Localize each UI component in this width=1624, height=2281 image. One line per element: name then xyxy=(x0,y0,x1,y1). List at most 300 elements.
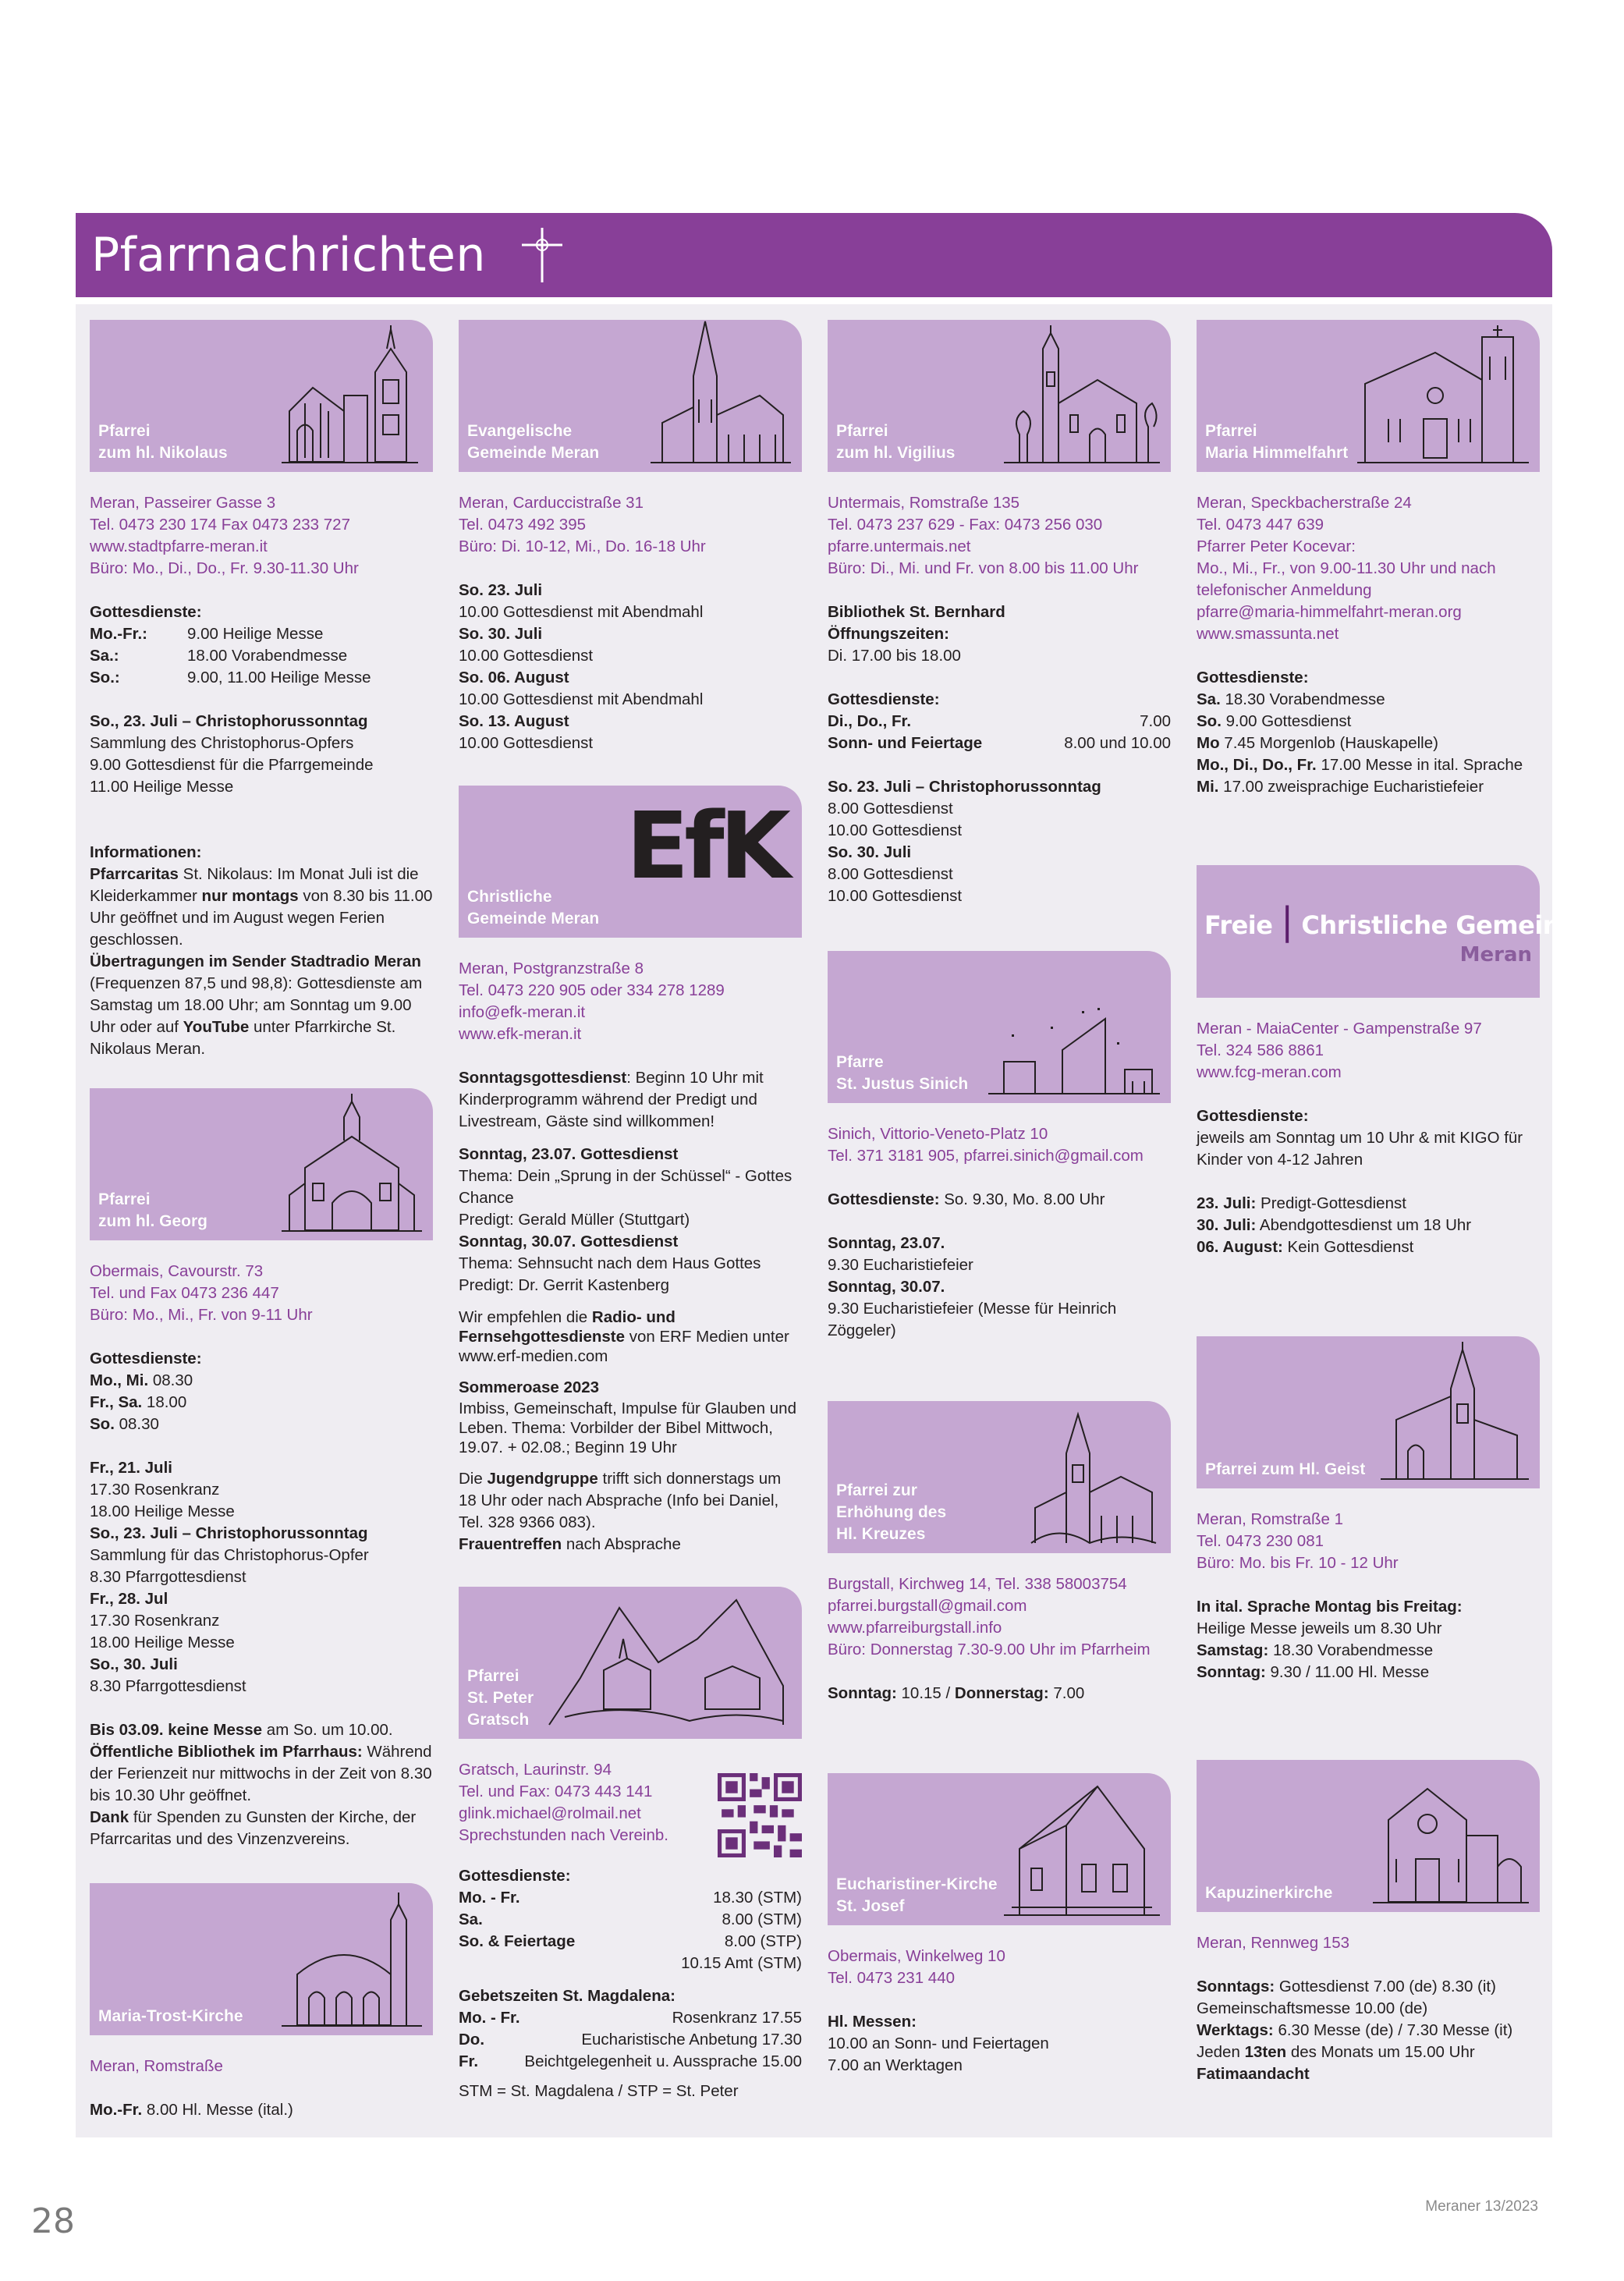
note-paragraph xyxy=(90,1741,433,1807)
text: von ERF Medien unter www.erf-medien.com xyxy=(459,1328,789,1365)
church-drawing-icon xyxy=(1357,325,1529,466)
text: trifft sich donnerstags um 18 Uhr oder nach Absprache (Info bei Daniel, Tel. 328 9366 083). xyxy=(459,1470,782,1531)
parish-card-kapuziner xyxy=(1197,1760,1540,1912)
text: Während der Ferienzeit nur mittwochs in der Zeit von 8.30 bis 10.30 Uhr geöffnet. xyxy=(90,1743,432,1804)
service-time: 9.00 Heilige Messe xyxy=(187,625,324,643)
bold-text: So. 30. Juli xyxy=(459,625,543,643)
label-line: Maria Himmelfahrt xyxy=(1205,444,1349,462)
info-paragraph xyxy=(459,1468,802,1534)
card-label xyxy=(836,1480,946,1545)
bold-text: nur montags xyxy=(201,887,299,905)
service-time: 10.15 Amt (STM) xyxy=(681,1954,802,1972)
library-title: Bibliothek St. Bernhard xyxy=(828,603,1005,621)
prayer-day: Mo. - Fr. xyxy=(459,2009,520,2027)
address-line: Meran, Postgranzstraße 8 xyxy=(459,960,644,977)
church-drawing-icon xyxy=(282,325,422,466)
text: von 8.30 bis 11.00 Uhr geöffnet und im August wegen Ferien geschlossen. xyxy=(90,887,433,949)
services-title: Gottesdienste: xyxy=(1197,669,1309,686)
text: Kein Gottesdienst xyxy=(1282,1238,1414,1256)
contact-block xyxy=(90,492,433,580)
services-title: Gottesdienste: xyxy=(1197,1107,1309,1125)
prayer-time: Beichtgelegenheit u. Aussprache 15.00 xyxy=(524,2052,802,2070)
bold-text: Sonntags: xyxy=(1197,1978,1275,1995)
church-drawing-icon xyxy=(534,1592,791,1733)
card-label xyxy=(98,2006,243,2027)
contact-block xyxy=(459,492,802,558)
phone-line: Tel. 0473 492 395 xyxy=(459,516,586,534)
logo-text: Meran xyxy=(1459,943,1532,967)
parish-card-sinich xyxy=(828,951,1171,1103)
contact-person: Pfarrer Peter Kocevar: xyxy=(1197,537,1356,555)
service-day: Mo.-Fr.: xyxy=(90,625,148,643)
text: So. 9.30, Mo. 8.00 Uhr xyxy=(939,1190,1105,1208)
label-line: Gemeinde Meran xyxy=(467,910,600,928)
bold-text: Sa. xyxy=(1197,690,1221,708)
schedule-line xyxy=(459,711,802,733)
service-row xyxy=(90,1392,433,1414)
column-2 xyxy=(459,320,802,2102)
label-line: St. Justus Sinich xyxy=(836,1075,969,1093)
schedule-line xyxy=(1197,754,1540,776)
text: Predigt-Gottesdienst xyxy=(1256,1194,1406,1212)
card-label xyxy=(836,1052,968,1095)
contact-block xyxy=(828,492,1171,580)
schedule-line xyxy=(90,1479,433,1501)
text: 8.00 Hl. Messe (ital.) xyxy=(142,2101,293,2119)
service-time: 9.00, 11.00 Heilige Messe xyxy=(187,669,371,686)
text: : Beginn 10 Uhr mit Kinderprogramm während der Predigt und Livestream, Gäste sind willkommen! xyxy=(459,1069,764,1130)
parish-card-vigilius xyxy=(828,320,1171,472)
bold-text: Sonntag: xyxy=(1197,1663,1266,1681)
schedule-list xyxy=(828,1233,1171,1342)
card-label xyxy=(467,886,599,930)
church-drawing-icon xyxy=(282,1094,422,1234)
schedule-line xyxy=(1197,1618,1540,1640)
services-title: Gottesdienste: xyxy=(90,1350,202,1368)
text: jeweils am Sonntag um 10 Uhr & mit KIGO für Kinder von 4-12 Jahren xyxy=(1197,1129,1523,1169)
service-row xyxy=(90,1414,433,1435)
schedule-list xyxy=(459,580,802,754)
parish-card-georg xyxy=(90,1088,433,1240)
text: Wir empfehlen die xyxy=(459,1308,592,1326)
service-time: 18.30 (STM) xyxy=(713,1889,802,1907)
section-header xyxy=(76,213,1552,297)
email-link[interactable]: pfarrei.burgstall@gmail.com xyxy=(828,1597,1027,1615)
church-drawing-icon xyxy=(651,321,791,466)
service-time: 8.00 und 10.00 xyxy=(1064,734,1171,752)
text: 10.00 Gottesdienst mit Abendmahl xyxy=(459,690,704,708)
bold-text: Sonntag, 30.07. xyxy=(828,1278,945,1296)
card-label xyxy=(1205,420,1348,464)
schedule-line xyxy=(90,1501,433,1523)
schedule-line xyxy=(459,667,802,689)
schedule-line xyxy=(459,733,802,754)
text: 10.00 an Sonn- und Feiertagen xyxy=(828,2034,1049,2052)
prayer-time: Rosenkranz 17.55 xyxy=(672,2009,802,2027)
phone-line: Tel. 0473 447 639 xyxy=(1197,516,1324,534)
church-drawing-icon xyxy=(1027,1407,1160,1547)
phone-line: Tel. 0473 230 081 xyxy=(1197,1532,1324,1550)
label-line: Pfarrei xyxy=(467,1667,519,1685)
bold-text: Sonntag, 23.07. xyxy=(828,1234,945,1252)
text: Heilige Messe jeweils um 8.30 Uhr xyxy=(1197,1619,1442,1637)
church-drawing-icon xyxy=(988,1003,1160,1097)
schedule-line xyxy=(90,1523,433,1545)
service-day: So. & Feiertage xyxy=(459,1932,576,1950)
schedule-line xyxy=(1197,711,1540,733)
contact-block xyxy=(1197,1509,1540,1574)
library-subtitle: Öffnungszeiten: xyxy=(828,625,950,643)
church-drawing-icon xyxy=(282,1889,422,2029)
parish-card-nikolaus xyxy=(90,320,433,472)
text: Sammlung für das Christophorus-Opfer xyxy=(90,1546,369,1564)
schedule-line xyxy=(1197,776,1540,798)
text: 18.30 Vorabendmesse xyxy=(1220,690,1385,708)
service-row xyxy=(1197,2042,1540,2063)
website-link[interactable]: pfarre.untermais.net xyxy=(828,537,971,555)
office-hours: Büro: Donnerstag 7.30-9.00 Uhr im Pfarrheim xyxy=(828,1641,1151,1658)
service-row xyxy=(1197,2020,1540,2042)
website-link[interactable]: www.fcg-meran.com xyxy=(1197,1063,1342,1081)
address-line: Meran, Speckbacherstraße 24 xyxy=(1197,494,1412,512)
text: 18.30 Vorabendmesse xyxy=(1268,1641,1434,1659)
address-line: Meran, Romstraße 1 xyxy=(1197,1510,1343,1528)
text: 18.00 Heilige Messe xyxy=(90,1502,235,1520)
service-row xyxy=(828,1189,1171,1211)
schedule-line xyxy=(1197,1640,1540,1662)
service-row xyxy=(459,1931,802,1953)
card-label xyxy=(836,1874,998,1917)
label-line: zum hl. Vigilius xyxy=(836,444,956,462)
bold-text: Radio- und Fernsehgottesdienste xyxy=(459,1308,675,1346)
bold-text: Fr., 21. Juli xyxy=(90,1459,172,1477)
schedule-line xyxy=(1197,1236,1540,1258)
church-drawing-icon xyxy=(1381,1342,1529,1482)
text: 6.30 Messe (de) / 7.30 Messe (it) xyxy=(1273,2021,1513,2039)
website-link[interactable]: www.pfarreiburgstall.info xyxy=(828,1619,1002,1637)
service-row xyxy=(828,711,1171,733)
email-link[interactable]: glink.michael@rolmail.net xyxy=(459,1804,641,1822)
schedule-list xyxy=(90,1457,433,1697)
text: 8.30 Pfarrgottesdienst xyxy=(90,1568,246,1586)
fcg-logo: Freie | Christliche Gemeinde Meran xyxy=(1204,899,1594,967)
service-day: So. xyxy=(90,1415,115,1433)
services-title: Hl. Messen: xyxy=(828,2013,917,2031)
bold-text: Sonntag, 30.07. Gottesdienst xyxy=(459,1233,679,1250)
text: nach Absprache xyxy=(562,1535,681,1553)
schedule-line xyxy=(90,1457,433,1479)
prayer-row xyxy=(459,2029,802,2051)
note-paragraph xyxy=(90,1807,433,1850)
label-line: Hl. Kreuzes xyxy=(836,1525,926,1543)
phone-line: Tel. 0473 230 174 Fax 0473 233 727 xyxy=(90,516,350,534)
bold-text: 30. Juli: xyxy=(1197,1216,1257,1234)
bold-text: Sonntag: xyxy=(828,1684,897,1702)
special-line: Sammlung des Christophorus-Opfers xyxy=(90,734,354,752)
services-title: In ital. Sprache Montag bis Freitag: xyxy=(1197,1598,1463,1616)
info-paragraph xyxy=(90,951,433,1060)
text: (Frequenzen 87,5 und 98,8): Gottesdienste am Samstag um 18.00 Uhr; am Sonntag um 9.00 Uhr oder auf xyxy=(90,974,423,1036)
prayer-row xyxy=(459,2051,802,2073)
text: 18.00 Heilige Messe xyxy=(90,1634,235,1651)
page-number: 28 xyxy=(31,2201,75,2241)
schedule-line xyxy=(459,689,802,711)
bold-text: So. 23. Juli xyxy=(459,581,543,599)
service-row xyxy=(1197,1976,1540,2020)
label-line: Evangelische xyxy=(467,422,573,440)
text: 8.00 Gottesdienst xyxy=(828,865,953,883)
address-line: Sinich, Vittorio-Veneto-Platz 10 xyxy=(828,1125,1048,1143)
contact-block xyxy=(1197,492,1540,645)
text: 10.00 Gottesdienst xyxy=(828,887,963,905)
service-time: 8.00 (STM) xyxy=(722,1910,802,1928)
phone-line: Tel. 0473 220 905 oder 334 278 1289 xyxy=(459,981,725,999)
bold-text: 06. August: xyxy=(1197,1238,1283,1256)
card-label xyxy=(1205,1882,1332,1904)
bold-text: So. xyxy=(1197,712,1222,730)
schedule-line xyxy=(1197,1193,1540,1215)
text: unter Pfarrkirche St. Nikolaus Meran. xyxy=(90,1018,396,1058)
label-line: Pfarrei zur xyxy=(836,1481,917,1499)
label-line: Erhöhung des xyxy=(836,1503,947,1521)
office-hours: Büro: Di. 10-12, Mi., Do. 16-18 Uhr xyxy=(459,537,706,555)
office-hours: Büro: Mo. bis Fr. 10 - 12 Uhr xyxy=(1197,1554,1399,1572)
service-time: 8.00 (STP) xyxy=(724,1932,802,1950)
text: für Spenden zu Gunsten der Kirche, der Pfarrcaritas und des Vinzenzvereins. xyxy=(90,1808,417,1848)
address-line: Meran, Rennweg 153 xyxy=(1197,1934,1350,1952)
card-label xyxy=(467,420,599,464)
phone-line: Tel. und Fax: 0473 443 141 xyxy=(459,1783,653,1800)
text: Thema: Dein „Sprung in der Schüssel“ - Gottes Chance xyxy=(459,1167,792,1207)
label-line: zum hl. Nikolaus xyxy=(98,444,228,462)
bold-text: So., 30. Juli xyxy=(90,1655,178,1673)
service-row xyxy=(828,1683,1171,1705)
bold-text: Fatimaandacht xyxy=(1197,2065,1310,2083)
address-line: Burgstall, Kirchweg 14, Tel. 338 58003754 xyxy=(828,1575,1127,1593)
schedule-list xyxy=(1197,1193,1540,1258)
service-time: 7.00 xyxy=(1140,712,1171,730)
cross-icon xyxy=(520,226,564,284)
schedule-line xyxy=(1197,1662,1540,1683)
service-time: 18.00 xyxy=(142,1393,187,1411)
text: 10.00 Gottesdienst xyxy=(459,734,594,752)
service-day: Mo. - Fr. xyxy=(459,1889,520,1907)
info-paragraph xyxy=(459,1307,802,1366)
page-title: Pfarrnachrichten xyxy=(91,228,486,282)
text: 8.30 Pfarrgottesdienst xyxy=(90,1677,246,1695)
address-line: Meran, Romstraße xyxy=(90,2057,223,2075)
services-title: Gottesdienste: xyxy=(459,1867,571,1885)
service-row xyxy=(459,1909,802,1931)
schedule-line xyxy=(1197,1215,1540,1236)
bold-text: Sonntagsgottesdienst xyxy=(459,1069,627,1087)
service-day: So.: xyxy=(90,669,120,686)
card-label xyxy=(98,1189,207,1233)
card-label xyxy=(467,1666,534,1731)
schedule-line xyxy=(90,1588,433,1610)
bold-text: Frauentreffen xyxy=(459,1535,562,1553)
info-paragraph xyxy=(90,864,433,951)
bold-text: Mo., Di., Do., Fr. xyxy=(1197,756,1317,774)
bold-text: 23. Juli: xyxy=(1197,1194,1257,1212)
bold-text: Bis 03.09. keine Messe xyxy=(90,1721,263,1739)
text: 9.30 Eucharistiefeier xyxy=(828,1256,973,1274)
card-label xyxy=(836,420,955,464)
service-day: Sonn- und Feiertage xyxy=(828,734,983,752)
bold-text: Jugendgruppe xyxy=(487,1470,598,1488)
service-day: Di., Do., Fr. xyxy=(828,712,912,730)
bold-text: Gottesdienste: xyxy=(828,1190,940,1208)
column-1 xyxy=(90,320,433,2121)
text: Predigt: Gerald Müller (Stuttgart) xyxy=(459,1211,690,1229)
service-time: 08.30 xyxy=(148,1371,193,1389)
text: des Monats um 15.00 Uhr xyxy=(1286,2043,1475,2061)
text: 10.00 Gottesdienst xyxy=(459,647,594,665)
address-line: Gratsch, Laurinstr. 94 xyxy=(459,1761,612,1779)
parish-card-mariatrost xyxy=(90,1883,433,2035)
contact-block xyxy=(828,1946,1171,1989)
text: Abendgottesdienst um 18 Uhr xyxy=(1256,1216,1472,1234)
bold-text: So., 23. Juli – Christophorussonntag xyxy=(90,1524,368,1542)
label-line: zum hl. Georg xyxy=(98,1212,208,1230)
parish-card-gratsch xyxy=(459,1587,802,1739)
library-hours: Di. 17.00 bis 18.00 xyxy=(828,647,961,665)
office-hours: Sprechstunden nach Vereinb. xyxy=(459,1826,668,1844)
qr-code-icon[interactable] xyxy=(718,1773,802,1857)
parish-card-evangelisch xyxy=(459,320,802,472)
label-line: St. Peter xyxy=(467,1689,534,1707)
phone-line: Tel. 324 586 8861 xyxy=(1197,1041,1324,1059)
address-line: Meran, Carduccistraße 31 xyxy=(459,494,644,512)
card-label xyxy=(1205,1459,1365,1481)
label-line: Eucharistiner-Kirche xyxy=(836,1875,998,1893)
text: Predigt: Dr. Gerrit Kastenberg xyxy=(459,1276,670,1294)
website-link[interactable]: www.smassunta.net xyxy=(1197,625,1339,643)
special-line: 11.00 Heilige Messe xyxy=(90,778,234,796)
service-time: 18.00 Vorabendmesse xyxy=(187,647,348,665)
info-title: Informationen: xyxy=(90,843,202,861)
text: Thema: Sehnsucht nach dem Haus Gottes xyxy=(459,1254,761,1272)
service-day: Fr., Sa. xyxy=(90,1393,143,1411)
text: am So. um 10.00. xyxy=(262,1721,393,1739)
bold-text: Mi. xyxy=(1197,778,1219,796)
text: Die xyxy=(459,1470,488,1488)
bold-text: Mo xyxy=(1197,734,1220,752)
schedule-line xyxy=(1197,733,1540,754)
column-4 xyxy=(1197,320,1594,2085)
schedule-line xyxy=(90,1676,433,1697)
address-line: Meran - MaiaCenter - Gampenstraße 97 xyxy=(1197,1020,1482,1038)
phone-line: Tel. 371 3181 905, pfarrei.sinich@gmail.com xyxy=(828,1147,1144,1165)
text: 7.00 an Werktagen xyxy=(828,2056,963,2074)
text: Gottesdienst 7.00 (de) 8.30 (it) Gemeinschaftsmesse 10.00 (de) xyxy=(1197,1978,1496,2017)
schedule-line xyxy=(828,798,1171,820)
schedule-line xyxy=(90,1632,433,1654)
parish-card-josef xyxy=(828,1773,1171,1925)
bold-text: Dank xyxy=(90,1808,129,1826)
email-link[interactable]: pfarre@maria-himmelfahrt-meran.org xyxy=(1197,603,1462,621)
bold-text: Donnerstag: xyxy=(954,1684,1049,1702)
service-row xyxy=(459,1887,802,1909)
schedule-line xyxy=(828,1298,1171,1342)
contact-block xyxy=(459,958,802,1045)
bold-text: Übertragungen im Sender Stadtradio Meran xyxy=(90,952,421,970)
label-line: Pfarrei xyxy=(98,1190,151,1208)
text: 10.15 / xyxy=(896,1684,955,1702)
contact-block xyxy=(90,2056,433,2077)
schedule-line xyxy=(828,1233,1171,1254)
label-line: Pfarrei zum Hl. Geist xyxy=(1205,1460,1366,1478)
text: Imbiss, Gemeinschaft, Impulse für Glauben und Leben. Thema: Vorbilder der Bibel Mittwoch, 19.07. + 02.08.; Beginn 19 Uhr xyxy=(459,1399,796,1456)
schedule-line xyxy=(90,1566,433,1588)
service-row xyxy=(459,1953,802,1974)
label-line: Gemeinde Meran xyxy=(467,444,600,462)
label-line: Pfarrei xyxy=(1205,422,1257,440)
text: 7.45 Morgenlob (Hauskapelle) xyxy=(1219,734,1438,752)
schedule-list xyxy=(1197,1618,1540,1683)
schedule-line xyxy=(828,820,1171,842)
text: 17.30 Rosenkranz xyxy=(90,1612,220,1630)
fcg-logo-card xyxy=(1197,865,1594,998)
special-title: So., 23. Juli – Christophorussonntag xyxy=(90,712,368,730)
website-link[interactable]: www.stadtpfarre-meran.it xyxy=(90,537,268,555)
label-line: Christliche xyxy=(467,888,552,906)
schedule-line xyxy=(459,580,802,601)
service-time: 08.30 xyxy=(114,1415,159,1433)
schedule-line xyxy=(828,776,1171,798)
schedule-line xyxy=(828,885,1171,907)
bold-text: Fr., 28. Jul xyxy=(90,1590,168,1608)
label-line: Gratsch xyxy=(467,1711,530,1729)
schedule-line xyxy=(828,864,1171,885)
bold-text: Pfarrcaritas xyxy=(90,865,179,883)
issue-label: Meraner 13/2023 xyxy=(1425,2198,1538,2215)
text: 9.00 Gottesdienst xyxy=(1221,712,1352,730)
card-label xyxy=(98,420,228,464)
office-hours: Büro: Mo., Di., Do., Fr. 9.30-11.30 Uhr xyxy=(90,559,359,577)
contact-block xyxy=(828,1123,1171,1167)
schedule-line xyxy=(459,645,802,667)
office-hours: Mo., Mi., Fr., von 9.00-11.30 Uhr und nach telefonischer Anmeldung xyxy=(1197,559,1496,599)
contact-block xyxy=(1197,1932,1540,1954)
prayer-day: Fr. xyxy=(459,2052,479,2070)
prayer-row xyxy=(459,2007,802,2029)
schedule-line xyxy=(828,1276,1171,1298)
address-line: Obermais, Winkelweg 10 xyxy=(828,1947,1005,1965)
schedule-line xyxy=(90,1654,433,1676)
address-line: Meran, Passeirer Gasse 3 xyxy=(90,494,276,512)
legend-text: STM = St. Magdalena / STP = St. Peter xyxy=(459,2082,739,2100)
bold-text: Sommeroase 2023 xyxy=(459,1378,600,1396)
info-paragraph xyxy=(459,1534,802,1556)
parish-card-geist xyxy=(1197,1336,1540,1488)
website-link[interactable]: www.efk-meran.it xyxy=(459,1025,582,1043)
services-title: Gottesdienste: xyxy=(90,603,202,621)
schedule-list xyxy=(1197,689,1540,798)
email-link[interactable]: info@efk-meran.it xyxy=(459,1003,586,1021)
text: 17.30 Rosenkranz xyxy=(90,1481,220,1499)
prayer-time: Eucharistische Anbetung 17.30 xyxy=(581,2031,802,2049)
contact-block xyxy=(1197,1018,1540,1084)
service-row xyxy=(90,667,433,689)
text: 9.30 / 11.00 Hl. Messe xyxy=(1265,1663,1430,1681)
text: St. Nikolaus: Im Monat Juli ist die Kleiderkammer xyxy=(90,865,419,905)
column-3 xyxy=(828,320,1171,2077)
parish-card-himmelfahrt xyxy=(1197,320,1540,472)
text: 9.30 Eucharistiefeier (Messe für Heinrich Zöggeler) xyxy=(828,1300,1117,1339)
schedule-line xyxy=(459,623,802,645)
logo-text: Christliche Gemeinde xyxy=(1301,910,1594,940)
